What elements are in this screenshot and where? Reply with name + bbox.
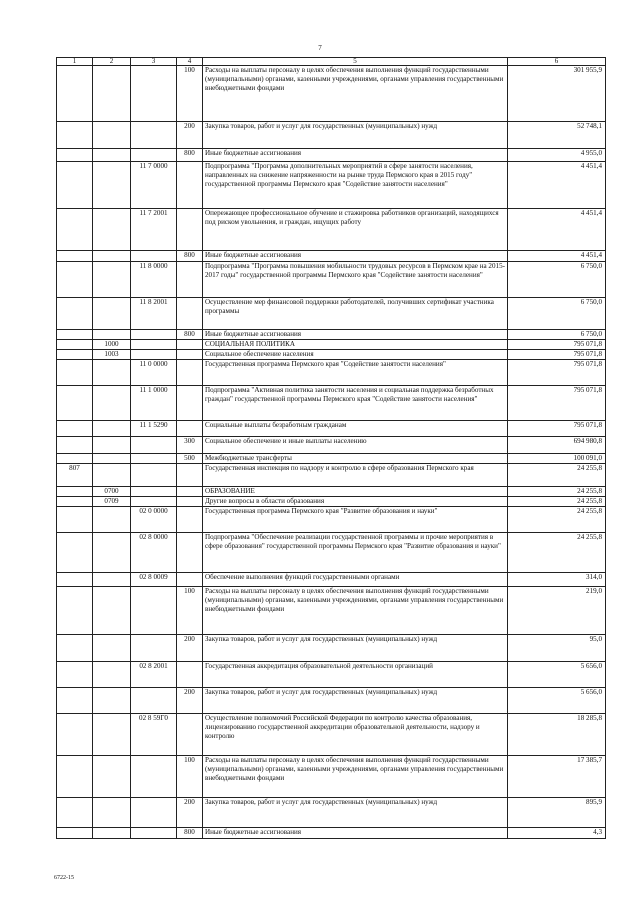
cell-c3 — [131, 437, 177, 454]
cell-c1 — [57, 688, 93, 714]
header-col-2: 2 — [93, 58, 131, 66]
table-row — [57, 487, 606, 497]
cell-c3 — [131, 587, 177, 635]
table-row — [57, 330, 606, 340]
cell-c1 — [57, 487, 93, 497]
table-row — [57, 587, 606, 635]
table-row — [57, 437, 606, 454]
table-row — [57, 66, 606, 122]
cell-c6: 100 091,0 — [508, 454, 606, 464]
cell-c1 — [57, 497, 93, 507]
cell-c2 — [93, 587, 131, 635]
cell-c3 — [131, 798, 177, 828]
cell-c1 — [57, 533, 93, 573]
cell-c5: Закупка товаров, работ и услуг для государственных (муниципальных) нужд — [203, 798, 508, 828]
cell-c1: 807 — [57, 464, 93, 487]
cell-c5: Иные бюджетные ассигнования — [203, 251, 508, 262]
cell-c6: 795 071,8 — [508, 421, 606, 437]
cell-c4 — [177, 487, 203, 497]
cell-c1 — [57, 507, 93, 533]
cell-c4: 800 — [177, 330, 203, 340]
cell-c1 — [57, 340, 93, 350]
cell-c6: 301 955,9 — [508, 66, 606, 122]
cell-c2 — [93, 262, 131, 298]
cell-c3: 11 0 0000 — [131, 360, 177, 386]
cell-c6: 24 255,8 — [508, 487, 606, 497]
cell-c2 — [93, 298, 131, 330]
cell-c4 — [177, 464, 203, 487]
table-row — [57, 209, 606, 251]
cell-c1 — [57, 209, 93, 251]
cell-c1 — [57, 360, 93, 386]
cell-c5: Осуществление мер финансовой поддержки работодателей, получивших сертификат участника программы — [203, 298, 508, 330]
table-row — [57, 635, 606, 662]
cell-c6: 795 071,8 — [508, 350, 606, 360]
cell-c1 — [57, 756, 93, 798]
cell-c3 — [131, 497, 177, 507]
cell-c6: 5 656,0 — [508, 662, 606, 688]
footer-code: 6722-15 — [54, 875, 74, 881]
cell-c6: 895,9 — [508, 798, 606, 828]
cell-c6: 18 285,8 — [508, 714, 606, 756]
cell-c1 — [57, 714, 93, 756]
cell-c2: 0700 — [93, 487, 131, 497]
cell-c1 — [57, 454, 93, 464]
cell-c6: 219,0 — [508, 587, 606, 635]
cell-c6: 52 748,1 — [508, 122, 606, 149]
cell-c4 — [177, 497, 203, 507]
table-row — [57, 122, 606, 149]
cell-c4: 200 — [177, 122, 203, 149]
cell-c6: 5 656,0 — [508, 688, 606, 714]
cell-c4: 300 — [177, 437, 203, 454]
cell-c5: Расходы на выплаты персоналу в целях обеспечения выполнения функций государственными (муниципальными) органами, казенными учреждениями, органами управления государственными внебюджетными фондами — [203, 756, 508, 798]
table-row — [57, 756, 606, 798]
cell-c1 — [57, 251, 93, 262]
cell-c1 — [57, 149, 93, 162]
cell-c3: 02 8 59Г0 — [131, 714, 177, 756]
cell-c6: 6 750,0 — [508, 330, 606, 340]
cell-c5: Опережающее профессиональное обучение и стажировка работников организаций, находящихся под риском увольнения, и граждан, ищущих работу — [203, 209, 508, 251]
cell-c3 — [131, 122, 177, 149]
cell-c1 — [57, 798, 93, 828]
cell-c1 — [57, 122, 93, 149]
table-row — [57, 454, 606, 464]
cell-c5: СОЦИАЛЬНАЯ ПОЛИТИКА — [203, 340, 508, 350]
cell-c5: Иные бюджетные ассигнования — [203, 828, 508, 839]
cell-c4 — [177, 162, 203, 209]
cell-c5: Социальные выплаты безработным гражданам — [203, 421, 508, 437]
cell-c1 — [57, 828, 93, 839]
cell-c5: Подпрограмма "Обеспечение реализации государственной программы и прочие мероприятия в сфере образования" государственной программы Пермского края "Развитие образования и науки" — [203, 533, 508, 573]
table-row — [57, 798, 606, 828]
cell-c2 — [93, 454, 131, 464]
cell-c6: 4 451,4 — [508, 209, 606, 251]
cell-c3 — [131, 464, 177, 487]
cell-c4: 500 — [177, 454, 203, 464]
cell-c5: Закупка товаров, работ и услуг для государственных (муниципальных) нужд — [203, 635, 508, 662]
table-row — [57, 573, 606, 587]
cell-c5: Расходы на выплаты персоналу в целях обеспечения выполнения функций государственными (муниципальными) органами, казенными учреждениями, органами управления государственными внебюджетными фондами — [203, 66, 508, 122]
cell-c4 — [177, 360, 203, 386]
table-row — [57, 251, 606, 262]
cell-c5: ОБРАЗОВАНИЕ — [203, 487, 508, 497]
cell-c6: 795 071,8 — [508, 360, 606, 386]
cell-c3: 02 8 2001 — [131, 662, 177, 688]
table-row — [57, 533, 606, 573]
cell-c3 — [131, 688, 177, 714]
table-row — [57, 507, 606, 533]
cell-c1 — [57, 573, 93, 587]
cell-c1 — [57, 298, 93, 330]
cell-c2 — [93, 421, 131, 437]
cell-c3 — [131, 330, 177, 340]
cell-c4: 200 — [177, 798, 203, 828]
cell-c5: Подпрограмма "Активная политика занятости населения и социальная поддержка безработных граждан" государственной программы Пермского края "Содействие занятости населения" — [203, 386, 508, 421]
cell-c3 — [131, 66, 177, 122]
cell-c5: Подпрограмма "Программа дополнительных мероприятий в сфере занятости населения, направленных на снижение напряженности на рынке труда Пермского края в 2015 году" государственной программы Пермского края "Содействие занятости населения" — [203, 162, 508, 209]
cell-c6: 24 255,8 — [508, 497, 606, 507]
cell-c6: 694 980,8 — [508, 437, 606, 454]
cell-c3 — [131, 487, 177, 497]
cell-c4 — [177, 386, 203, 421]
table-row — [57, 464, 606, 487]
cell-c6: 4 451,4 — [508, 162, 606, 209]
cell-c4 — [177, 209, 203, 251]
cell-c4: 800 — [177, 828, 203, 839]
table-row — [57, 828, 606, 839]
cell-c3: 02 8 0000 — [131, 533, 177, 573]
cell-c3: 11 7 0000 — [131, 162, 177, 209]
cell-c2 — [93, 122, 131, 149]
cell-c5: Государственная инспекция по надзору и контролю в сфере образования Пермского края — [203, 464, 508, 487]
cell-c1 — [57, 587, 93, 635]
cell-c1 — [57, 262, 93, 298]
cell-c2: 0709 — [93, 497, 131, 507]
cell-c6: 24 255,8 — [508, 464, 606, 487]
cell-c6: 6 750,0 — [508, 298, 606, 330]
cell-c2: 1000 — [93, 340, 131, 350]
cell-c2 — [93, 437, 131, 454]
cell-c3: 11 8 2001 — [131, 298, 177, 330]
table-row — [57, 497, 606, 507]
cell-c3 — [131, 340, 177, 350]
table-row — [57, 688, 606, 714]
cell-c2 — [93, 507, 131, 533]
cell-c5: Иные бюджетные ассигнования — [203, 330, 508, 340]
cell-c5: Государственная программа Пермского края "Содействие занятости населения" — [203, 360, 508, 386]
cell-c5: Подпрограмма "Программа повышения мобильности трудовых ресурсов в Пермском крае на 2015-2017 годы" государственной программы Пермского края "Содействие занятости населения" — [203, 262, 508, 298]
cell-c3: 02 8 0009 — [131, 573, 177, 587]
cell-c3 — [131, 828, 177, 839]
cell-c4: 200 — [177, 635, 203, 662]
cell-c5: Другие вопросы в области образования — [203, 497, 508, 507]
cell-c2 — [93, 66, 131, 122]
cell-c2 — [93, 360, 131, 386]
cell-c4: 100 — [177, 66, 203, 122]
cell-c2 — [93, 149, 131, 162]
cell-c5: Закупка товаров, работ и услуг для государственных (муниципальных) нужд — [203, 122, 508, 149]
cell-c4 — [177, 298, 203, 330]
cell-c2 — [93, 533, 131, 573]
cell-c5: Закупка товаров, работ и услуг для государственных (муниципальных) нужд — [203, 688, 508, 714]
cell-c5: Иные бюджетные ассигнования — [203, 149, 508, 162]
table-row — [57, 149, 606, 162]
cell-c1 — [57, 386, 93, 421]
cell-c5: Государственная программа Пермского края "Развитие образования и науки" — [203, 507, 508, 533]
cell-c3 — [131, 756, 177, 798]
cell-c4: 100 — [177, 587, 203, 635]
header-col-6: 6 — [508, 58, 606, 66]
table-row — [57, 340, 606, 350]
table-body — [57, 66, 606, 839]
cell-c3 — [131, 251, 177, 262]
cell-c5: Обеспечение выполнения функций государственными органами — [203, 573, 508, 587]
cell-c2 — [93, 662, 131, 688]
cell-c4 — [177, 340, 203, 350]
cell-c3: 02 0 0000 — [131, 507, 177, 533]
cell-c1 — [57, 437, 93, 454]
cell-c6: 17 385,7 — [508, 756, 606, 798]
cell-c4 — [177, 533, 203, 573]
cell-c6: 795 071,8 — [508, 340, 606, 350]
cell-c6: 4 451,4 — [508, 251, 606, 262]
cell-c6: 4,3 — [508, 828, 606, 839]
cell-c5: Межбюджетные трансферты — [203, 454, 508, 464]
cell-c6: 6 750,0 — [508, 262, 606, 298]
cell-c1 — [57, 350, 93, 360]
table-row — [57, 714, 606, 756]
cell-c5: Социальное обеспечение и иные выплаты населению — [203, 437, 508, 454]
header-col-4: 4 — [177, 58, 203, 66]
cell-c2 — [93, 635, 131, 662]
cell-c2 — [93, 330, 131, 340]
cell-c2 — [93, 714, 131, 756]
cell-c1 — [57, 635, 93, 662]
header-col-5: 5 — [203, 58, 508, 66]
cell-c4 — [177, 662, 203, 688]
cell-c3 — [131, 149, 177, 162]
cell-c2 — [93, 688, 131, 714]
cell-c4: 800 — [177, 251, 203, 262]
table-row — [57, 262, 606, 298]
cell-c2 — [93, 386, 131, 421]
cell-c2 — [93, 798, 131, 828]
header-col-1: 1 — [57, 58, 93, 66]
cell-c2 — [93, 209, 131, 251]
cell-c5: Расходы на выплаты персоналу в целях обеспечения выполнения функций государственными (муниципальными) органами, казенными учреждениями, органами управления государственными внебюджетными фондами — [203, 587, 508, 635]
cell-c5: Осуществление полномочий Российской Федерации по контролю качества образования, лицензированию государственной аккредитации образовательной деятельности, надзору и контролю — [203, 714, 508, 756]
cell-c4 — [177, 350, 203, 360]
cell-c4 — [177, 262, 203, 298]
table-row — [57, 360, 606, 386]
cell-c1 — [57, 66, 93, 122]
cell-c1 — [57, 421, 93, 437]
cell-c5: Социальное обеспечение населения — [203, 350, 508, 360]
cell-c5: Государственная аккредитация образовательной деятельности организаций — [203, 662, 508, 688]
cell-c6: 4 955,0 — [508, 149, 606, 162]
cell-c2 — [93, 464, 131, 487]
table-row — [57, 386, 606, 421]
cell-c4 — [177, 714, 203, 756]
page-number: 7 — [318, 44, 322, 52]
cell-c6: 24 255,8 — [508, 507, 606, 533]
cell-c2: 1003 — [93, 350, 131, 360]
cell-c6: 95,0 — [508, 635, 606, 662]
cell-c2 — [93, 828, 131, 839]
table-row — [57, 421, 606, 437]
cell-c3 — [131, 350, 177, 360]
cell-c6: 314,0 — [508, 573, 606, 587]
cell-c4 — [177, 507, 203, 533]
cell-c6: 795 071,8 — [508, 386, 606, 421]
cell-c4: 800 — [177, 149, 203, 162]
cell-c3: 11 1 0000 — [131, 386, 177, 421]
table-row — [57, 162, 606, 209]
budget-table — [56, 57, 606, 839]
cell-c1 — [57, 330, 93, 340]
cell-c1 — [57, 662, 93, 688]
cell-c4: 100 — [177, 756, 203, 798]
header-col-3: 3 — [131, 58, 177, 66]
cell-c4 — [177, 573, 203, 587]
cell-c2 — [93, 162, 131, 209]
cell-c3: 11 1 5290 — [131, 421, 177, 437]
table-row — [57, 662, 606, 688]
cell-c3: 11 8 0000 — [131, 262, 177, 298]
cell-c2 — [93, 573, 131, 587]
cell-c1 — [57, 162, 93, 209]
table-row — [57, 298, 606, 330]
cell-c3 — [131, 635, 177, 662]
cell-c4 — [177, 421, 203, 437]
cell-c2 — [93, 251, 131, 262]
cell-c6: 24 255,8 — [508, 533, 606, 573]
table-header-row — [57, 58, 606, 66]
cell-c2 — [93, 756, 131, 798]
cell-c3 — [131, 454, 177, 464]
cell-c4: 200 — [177, 688, 203, 714]
table-row — [57, 350, 606, 360]
cell-c3: 11 7 2001 — [131, 209, 177, 251]
